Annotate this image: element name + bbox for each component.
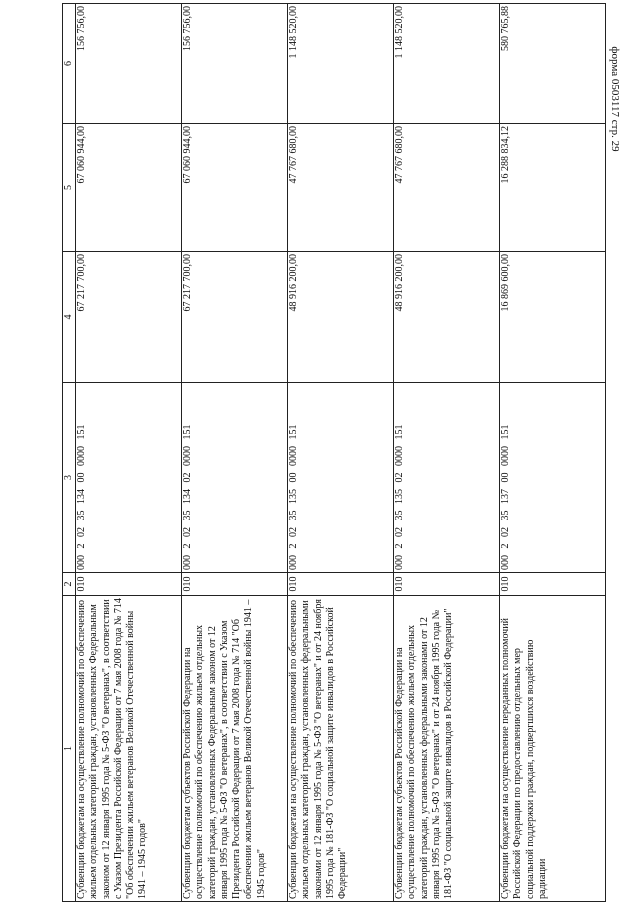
row-executed: 67 060 944,00 [76, 124, 182, 252]
table-row [394, 4, 500, 902]
row-approved: 48 916 200,00 [288, 252, 394, 383]
header-col-5: 5 [63, 124, 76, 252]
row-unexecuted: 580 765,88 [500, 4, 606, 124]
row-approved: 48 916 200,00 [394, 252, 500, 383]
row-unexecuted: 1 148 520,00 [394, 4, 500, 124]
row-description: Субвенции бюджетам субъектов Российской Федерации на осуществление полномочий по обеспечению жильем отдельных категорий граждан, установленных Федеральным законом от 12 января 1995 года № 5-ФЗ "О ветеранах", в соответствии с Указом Президента Российской Федерации от 7 мая 2008 года № 714 "Об обеспечении жильем ветеранов Великой Отечественной войны 1941 – 1945 годов" [182, 596, 288, 902]
row-budget-code: 000 2 02 35 137 00 0000 151 [500, 383, 606, 573]
table-row [500, 4, 606, 902]
row-description: Субвенции бюджетам на осуществление полномочий по обеспечению жильем отдельных категорий граждан, установленных федеральными законами от 12 января 1995 года № 5-ФЗ "О ветеранах" и от 24 ноября 1995 года № 181-ФЗ "О социальной защите инвалидов в Российской Федерации" [288, 596, 394, 902]
row-approved: 67 217 700,00 [182, 252, 288, 383]
row-description: Субвенции бюджетам на осуществление переданных полномочий Российской Федерации по предоставлению отдельных мер социальной поддержки граждан, подвергшихся воздействию радиации [500, 596, 606, 902]
row-executed: 47 767 680,00 [288, 124, 394, 252]
header-col-3: 3 [63, 383, 76, 573]
row-line-code: 010 [500, 573, 606, 596]
row-approved: 16 869 600,00 [500, 252, 606, 383]
row-line-code: 010 [394, 573, 500, 596]
header-row [63, 4, 76, 902]
row-unexecuted: 156 756,00 [76, 4, 182, 124]
form-reference-text: форма 0503117 стр. 29 [609, 46, 621, 152]
row-unexecuted: 1 148 520,00 [288, 4, 394, 124]
table-row [76, 4, 182, 902]
row-budget-code: 000 2 02 35 135 02 0000 151 [394, 383, 500, 573]
row-line-code: 010 [76, 573, 182, 596]
row-executed: 67 060 944,00 [182, 124, 288, 252]
row-description: Субвенции бюджетам на осуществление полномочий по обеспечению жильем отдельных категорий граждан, установленных Федеральным законом от 12 января 1995 года № 5-ФЗ "О ветеранах", в соответствии с Указом Президента Российской Федерации от 7 мая 2008 года № 714 "Об обеспечении жильем ветеранов Великой Отечественной войны 1941 – 1945 годов" [76, 596, 182, 902]
table-row [288, 4, 394, 902]
row-description: Субвенции бюджетам субъектов Российской Федерации на осуществление полномочий по обеспечению жильем отдельных категорий граждан, установленных федеральными законами от 12 января 1995 года № 5-ФЗ "О ветеранах" и от 24 ноября 1995 года № 181-ФЗ "О социальной защите инвалидов в Российской Федерации" [394, 596, 500, 902]
header-col-2: 2 [63, 573, 76, 596]
row-executed: 47 767 680,00 [394, 124, 500, 252]
header-col-1: 1 [63, 596, 76, 902]
row-executed: 16 288 834,12 [500, 124, 606, 252]
rotated-page [62, 4, 609, 902]
row-approved: 67 217 700,00 [76, 252, 182, 383]
row-line-code: 010 [288, 573, 394, 596]
row-budget-code: 000 2 02 35 134 00 0000 151 [76, 383, 182, 573]
header-col-6: 6 [63, 4, 76, 124]
budget-table [62, 3, 606, 902]
row-unexecuted: 156 756,00 [182, 4, 288, 124]
header-col-4: 4 [63, 252, 76, 383]
row-budget-code: 000 2 02 35 134 02 0000 151 [182, 383, 288, 573]
row-budget-code: 000 2 02 35 135 00 0000 151 [288, 383, 394, 573]
row-line-code: 010 [182, 573, 288, 596]
table-row [182, 4, 288, 902]
form-reference [608, 14, 622, 184]
